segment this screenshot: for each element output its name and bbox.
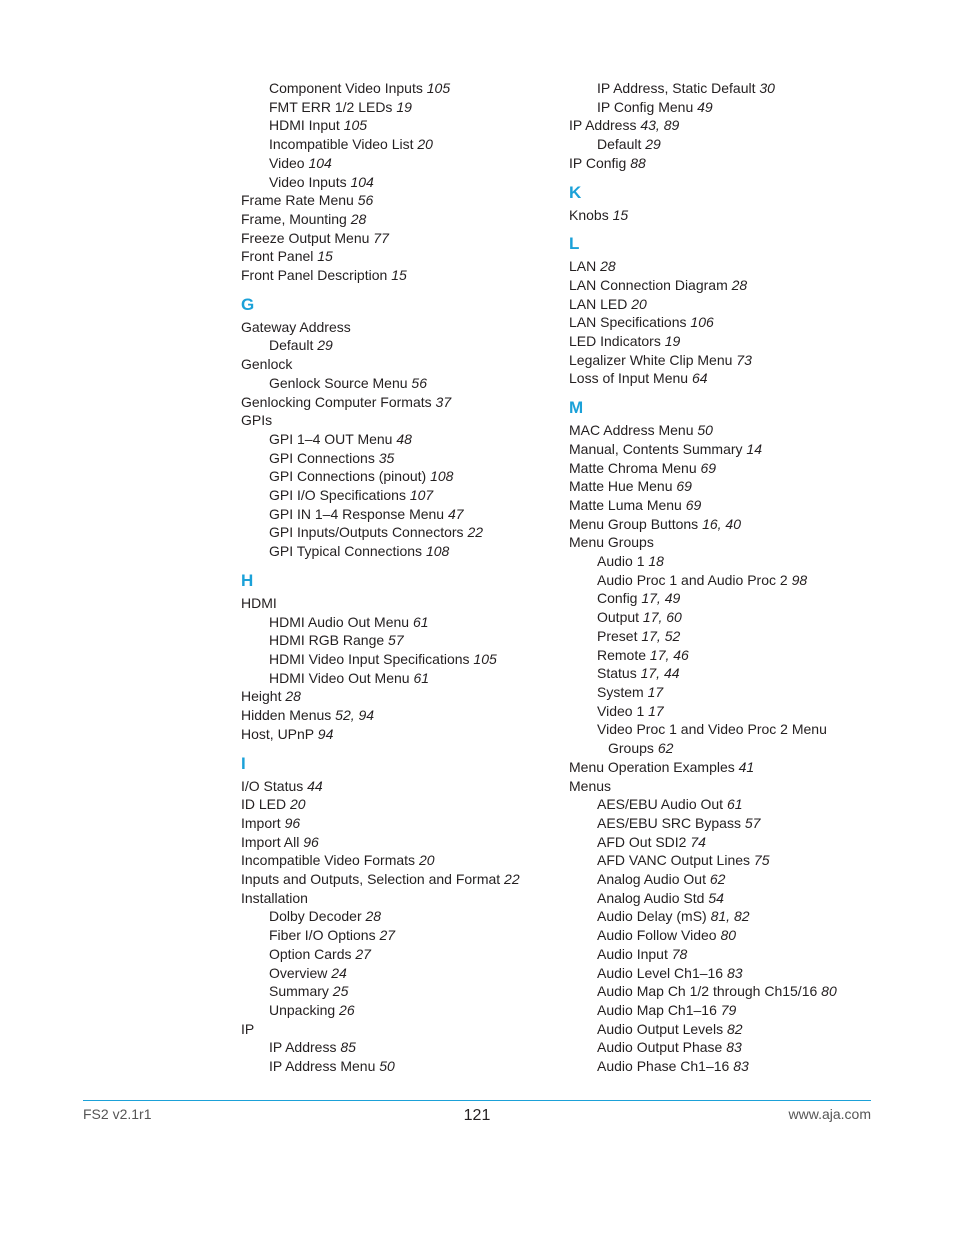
index-entry (241, 1020, 561, 1039)
index-page-ref: 49 (697, 98, 713, 115)
index-subentry (569, 608, 899, 627)
index-term: HDMI Video Input Specifications (269, 650, 474, 667)
index-subentry (569, 1057, 899, 1076)
index-term: Audio Delay (mS) (597, 908, 711, 925)
index-page-ref: 17 (647, 683, 664, 700)
index-subentry (569, 135, 899, 154)
index-entry (241, 393, 561, 412)
index-page-ref: 24 (331, 964, 347, 981)
index-entry (241, 870, 561, 889)
index-subentry (241, 1038, 561, 1057)
index-page-ref: 14 (746, 440, 762, 457)
index-page-ref: 88 (630, 154, 646, 171)
index-page-ref: 22 (504, 871, 520, 888)
index-subentry (569, 627, 899, 646)
index-term: Inputs and Outputs, Selection and Format (241, 871, 505, 888)
index-page-ref: 50 (379, 1058, 395, 1075)
index-page-ref: 20 (631, 295, 647, 312)
index-subentry (241, 945, 561, 964)
index-page-ref: 82 (726, 1020, 743, 1037)
index-term: Overview (269, 964, 332, 981)
index-subentry (241, 135, 561, 154)
index-page-ref: 17, 44 (640, 665, 680, 682)
index-term: GPI IN 1–4 Response Menu (269, 505, 448, 522)
footer-divider (83, 1100, 871, 1101)
index-subentry (241, 98, 561, 117)
index-subentry (241, 505, 561, 524)
index-term: HDMI Video Out Menu (269, 669, 414, 686)
index-subentry (569, 870, 899, 889)
index-page-ref: 108 (430, 468, 454, 485)
index-page-ref: 15 (391, 267, 407, 284)
index-letter-heading: I (241, 753, 246, 773)
index-term: IP Address, Static Default (597, 80, 760, 96)
index-term: HDMI RGB Range (269, 632, 389, 649)
index-term: Status (597, 665, 641, 682)
index-page-ref: 29 (645, 136, 661, 153)
index-subentry (241, 173, 561, 192)
index-term: Incompatible Video Formats (241, 852, 419, 869)
index-page-ref: 17, 60 (642, 609, 682, 626)
index-page-ref: 29 (317, 337, 333, 354)
index-term: Output (597, 609, 643, 626)
index-page-ref: 16, 40 (702, 515, 742, 532)
index-page-ref: 56 (357, 192, 374, 209)
index-term: Incompatible Video List (269, 136, 418, 153)
index-term: LAN (569, 258, 601, 275)
index-page-ref: 43, 89 (640, 117, 680, 134)
index-page-ref: 74 (690, 833, 706, 850)
index-entry (569, 777, 899, 796)
index-page-ref: 105 (426, 80, 451, 96)
index-term: Analog Audio Std (597, 889, 709, 906)
index-term: Knobs (569, 206, 613, 223)
index-subentry (241, 669, 561, 688)
index-term: HDMI Input (269, 117, 344, 134)
index-page-ref: 108 (425, 543, 450, 560)
index-term: ID LED (241, 796, 291, 813)
index-entry (569, 332, 899, 351)
index-page-ref: 22 (467, 524, 484, 541)
index-page-ref: 27 (379, 927, 396, 944)
index-page-ref: 105 (473, 650, 497, 667)
index-subentry (241, 523, 561, 542)
index-subentry (241, 79, 561, 98)
index-term: Manual, Contents Summary (569, 440, 747, 457)
index-term: AES/EBU Audio Out (597, 796, 727, 813)
index-entry (241, 833, 561, 852)
index-subentry (241, 964, 561, 983)
index-term: GPI 1–4 OUT Menu (269, 430, 397, 447)
index-term: Gateway Address (241, 318, 351, 335)
index-page-ref: 54 (708, 889, 724, 906)
index-entry (241, 210, 561, 229)
index-page-ref: 61 (413, 669, 430, 686)
index-term: GPI Connections (pinout) (269, 468, 431, 485)
index-page-ref: 80 (821, 983, 837, 1000)
footer-doc-version: FS2 v2.1r1 (83, 1106, 152, 1122)
index-entry (241, 706, 561, 725)
index-page-ref: 62 (709, 871, 726, 888)
index-term: Menu Group Buttons (569, 515, 703, 532)
index-page-ref: 96 (303, 833, 319, 850)
index-subentry (569, 907, 899, 926)
index-subentry (569, 552, 899, 571)
index-page-ref: 28 (350, 210, 367, 227)
index-subentry (241, 116, 561, 135)
index-term: Unpacking (269, 1001, 340, 1018)
footer-website: www.aja.com (788, 1106, 871, 1122)
index-subentry (241, 613, 561, 632)
index-page-ref: 28 (285, 688, 301, 705)
index-term: Audio Level Ch1–16 (597, 964, 727, 981)
index-page-ref: 52, 94 (335, 707, 375, 724)
index-term: Matte Luma Menu (569, 496, 686, 513)
index-entry (241, 889, 561, 908)
index-entry (569, 369, 899, 388)
index-page-ref: 17, 52 (641, 627, 681, 644)
index-term: LED Indicators (569, 333, 665, 350)
index-subentry (241, 631, 561, 650)
index-page-ref: 56 (411, 374, 427, 391)
index-page-ref: 83 (726, 1039, 742, 1056)
index-term: Front Panel Description (241, 267, 392, 284)
index-term: GPIs (241, 412, 273, 429)
index-page-ref: 78 (671, 945, 688, 962)
index-term: AFD Out SDI2 (597, 833, 691, 850)
index-page-ref: 69 (700, 459, 717, 476)
index-term: Remote (597, 646, 650, 663)
index-entry (569, 459, 899, 478)
index-subentry (569, 739, 899, 758)
index-term: Default (269, 337, 318, 354)
index-entry (241, 594, 561, 613)
index-subentry (569, 98, 899, 117)
index-term: LAN LED (569, 295, 632, 312)
index-subentry (241, 336, 561, 355)
index-term: Video Inputs (269, 173, 351, 190)
index-term: Matte Hue Menu (569, 478, 677, 495)
index-term: Frame, Mounting (241, 210, 351, 227)
index-term: Dolby Decoder (269, 908, 366, 925)
index-page-ref: 30 (759, 80, 775, 96)
index-term: Option Cards (269, 945, 356, 962)
index-subentry (569, 702, 899, 721)
index-subentry (241, 650, 561, 669)
index-subentry (241, 449, 561, 468)
index-page-ref: 73 (736, 351, 752, 368)
index-page-ref: 96 (284, 814, 301, 831)
index-term: HDMI (241, 594, 277, 611)
index-term: IP Address (269, 1039, 341, 1056)
index-entry (569, 276, 899, 295)
index-term: Legalizer White Clip Menu (569, 351, 737, 368)
index-subentry (569, 795, 899, 814)
index-page-ref: 69 (685, 496, 702, 513)
index-term: Host, UPnP (241, 725, 318, 742)
index-subentry (241, 1001, 561, 1020)
index-entry (569, 440, 899, 459)
index-page-ref: 20 (417, 136, 433, 153)
index-page-ref: 20 (290, 796, 306, 813)
index-term: IP Config Menu (597, 98, 698, 115)
index-entry (241, 777, 561, 796)
index-page-ref: 37 (435, 393, 452, 410)
index-page-ref: 85 (340, 1039, 356, 1056)
index-page-ref: 15 (317, 248, 333, 265)
index-subentry (569, 79, 899, 98)
index-page-ref: 75 (753, 852, 770, 869)
index-term: Genlock (241, 356, 293, 373)
index-term: Config (597, 590, 642, 607)
index-subentry (241, 907, 561, 926)
index-term: HDMI Audio Out Menu (269, 613, 413, 630)
index-term: Summary (269, 983, 333, 1000)
index-term: Audio Input (597, 945, 672, 962)
index-term: Video Proc 1 and Video Proc 2 Menu (597, 721, 827, 738)
index-entry (569, 257, 899, 276)
index-term: IP Address Menu (269, 1058, 380, 1075)
index-entry (241, 266, 561, 285)
index-term: Default (597, 136, 646, 153)
index-term: Audio Map Ch 1/2 through Ch15/16 (597, 983, 822, 1000)
index-term: Loss of Input Menu (569, 370, 692, 387)
index-page-ref: 19 (396, 98, 412, 115)
index-entry (569, 758, 899, 777)
index-term: Hidden Menus (241, 707, 336, 724)
index-term: Audio Proc 1 and Audio Proc 2 (597, 571, 792, 588)
index-entry (569, 206, 899, 225)
index-entry (241, 795, 561, 814)
index-entry (241, 247, 561, 266)
index-subentry (569, 945, 899, 964)
index-page-ref: 79 (720, 1001, 737, 1018)
index-term: Audio Output Phase (597, 1039, 727, 1056)
index-term: Import All (241, 833, 304, 850)
index-term: IP Config (569, 154, 631, 171)
index-subentry (569, 851, 899, 870)
index-entry (241, 687, 561, 706)
index-term: Groups (608, 740, 658, 757)
index-page-ref: 94 (317, 725, 334, 742)
index-entry (241, 851, 561, 870)
index-page-ref: 83 (733, 1058, 749, 1075)
index-entry (569, 496, 899, 515)
index-page-ref: 83 (727, 964, 743, 981)
index-subentry (241, 542, 561, 561)
index-term: Video (269, 154, 309, 171)
index-subentry (241, 1057, 561, 1076)
index-page-ref: 28 (600, 258, 616, 275)
index-subentry (569, 1038, 899, 1057)
index-page-ref: 47 (448, 505, 464, 522)
index-page-ref: 77 (373, 229, 389, 246)
index-term: Audio Map Ch1–16 (597, 1001, 721, 1018)
index-subentry (569, 589, 899, 608)
index-subentry (241, 374, 561, 393)
index-term: Frame Rate Menu (241, 192, 358, 209)
index-page-ref: 64 (691, 370, 708, 387)
index-entry (569, 421, 899, 440)
index-page-ref: 57 (744, 814, 761, 831)
index-page-ref: 57 (388, 632, 404, 649)
index-page-ref: 17, 49 (641, 590, 681, 607)
index-term: Genlocking Computer Formats (241, 393, 436, 410)
index-term: FMT ERR 1/2 LEDs (269, 98, 397, 115)
index-page-ref: 27 (355, 945, 371, 962)
index-term: Installation (241, 889, 308, 906)
index-subentry (569, 646, 899, 665)
index-term: AFD VANC Output Lines (597, 852, 754, 869)
index-entry (569, 533, 899, 552)
index-term: Audio Output Levels (597, 1020, 727, 1037)
index-page-ref: 50 (697, 422, 713, 439)
index-subentry (569, 1001, 899, 1020)
index-page-ref: 28 (731, 276, 748, 293)
index-entry (569, 313, 899, 332)
index-subentry (569, 664, 899, 683)
index-term: Front Panel (241, 248, 318, 265)
index-subentry (569, 964, 899, 983)
index-subentry (241, 467, 561, 486)
index-entry (241, 355, 561, 374)
index-subentry (241, 486, 561, 505)
index-page-ref: 80 (720, 927, 737, 944)
index-term: GPI I/O Specifications (269, 487, 410, 504)
index-page-ref: 105 (343, 117, 368, 134)
index-entry (241, 318, 561, 337)
page-number: 121 (463, 1107, 491, 1124)
index-term: Menu Operation Examples (569, 758, 739, 775)
index-entry (569, 116, 899, 135)
index-subentry (569, 982, 899, 1001)
index-term: Fiber I/O Options (269, 927, 380, 944)
index-term: Analog Audio Out (597, 871, 710, 888)
index-term: System (597, 683, 648, 700)
index-term: Genlock Source Menu (269, 374, 412, 391)
index-term: Audio 1 (597, 553, 649, 570)
index-term: Audio Phase Ch1–16 (597, 1058, 734, 1075)
index-subentry (569, 833, 899, 852)
index-letter-heading: L (569, 234, 580, 254)
index-term: LAN Specifications (569, 314, 691, 331)
index-entry (569, 351, 899, 370)
index-entry (241, 191, 561, 210)
index-term: Audio Follow Video (597, 927, 721, 944)
index-term: Import (241, 814, 285, 831)
index-page-ref: 104 (308, 154, 332, 171)
index-entry (569, 154, 899, 173)
index-subentry (569, 889, 899, 908)
index-page-ref: 26 (339, 1001, 355, 1018)
index-term: GPI Inputs/Outputs Connectors (269, 524, 468, 541)
index-subentry (241, 982, 561, 1001)
index-letter-heading: K (569, 182, 582, 202)
index-page-ref: 15 (612, 206, 629, 223)
index-letter-heading: M (569, 398, 584, 418)
index-term: Freeze Output Menu (241, 229, 374, 246)
index-entry (569, 515, 899, 534)
index-entry (569, 477, 899, 496)
index-subentry (569, 926, 899, 945)
index-page-ref: 104 (350, 173, 374, 190)
index-term: IP (241, 1020, 255, 1037)
index-entry (569, 295, 899, 314)
index-page-ref: 35 (378, 449, 395, 466)
index-page-ref: 25 (332, 983, 349, 1000)
index-term: GPI Typical Connections (269, 543, 426, 560)
index-page-ref: 44 (307, 777, 323, 794)
index-subentry (241, 926, 561, 945)
index-page-ref: 17 (648, 702, 664, 719)
index-subentry (569, 814, 899, 833)
index-page-ref: 81, 82 (710, 908, 750, 925)
index-letter-heading: G (241, 294, 255, 314)
index-subentry (241, 154, 561, 173)
index-page-ref: 41 (738, 758, 755, 775)
index-page-ref: 98 (791, 571, 808, 588)
index-page-ref: 17, 46 (649, 646, 689, 663)
index-subentry (569, 683, 899, 702)
index-term: GPI Connections (269, 449, 379, 466)
index-term: MAC Address Menu (569, 422, 698, 439)
index-term: Component Video Inputs (269, 80, 427, 96)
index-page-ref: 20 (418, 852, 435, 869)
index-page-ref: 18 (648, 553, 664, 570)
index-term: AES/EBU SRC Bypass (597, 814, 745, 831)
index-subentry (569, 1020, 899, 1039)
index-entry (241, 814, 561, 833)
index-term: I/O Status (241, 777, 308, 794)
index-page-ref: 61 (726, 796, 743, 813)
index-subentry (569, 571, 899, 590)
index-entry (241, 725, 561, 744)
index-subentry (241, 430, 561, 449)
index-page-ref: 48 (396, 430, 412, 447)
index-subentry (569, 720, 899, 739)
index-page-ref: 69 (676, 478, 692, 495)
index-term: Preset (597, 627, 642, 644)
index-term: IP Address (569, 117, 641, 134)
index-page-ref: 28 (365, 908, 382, 925)
index-term: Menu Groups (569, 534, 654, 551)
index-letter-heading: H (241, 570, 254, 590)
index-term: Menus (569, 777, 612, 794)
index-term: Height (241, 688, 286, 705)
index-page-ref: 106 (690, 314, 714, 331)
index-entry (241, 229, 561, 248)
index-term: Video 1 (597, 702, 649, 719)
index-page-ref: 107 (409, 487, 434, 504)
index-page-ref: 61 (412, 613, 429, 630)
index-term: Matte Chroma Menu (569, 459, 701, 476)
index-page-ref: 19 (664, 333, 681, 350)
index-column-right (569, 79, 899, 1076)
index-term: LAN Connection Diagram (569, 276, 732, 293)
index-page-ref: 62 (657, 740, 674, 757)
index-column-left (241, 79, 561, 1076)
index-entry (241, 411, 561, 430)
